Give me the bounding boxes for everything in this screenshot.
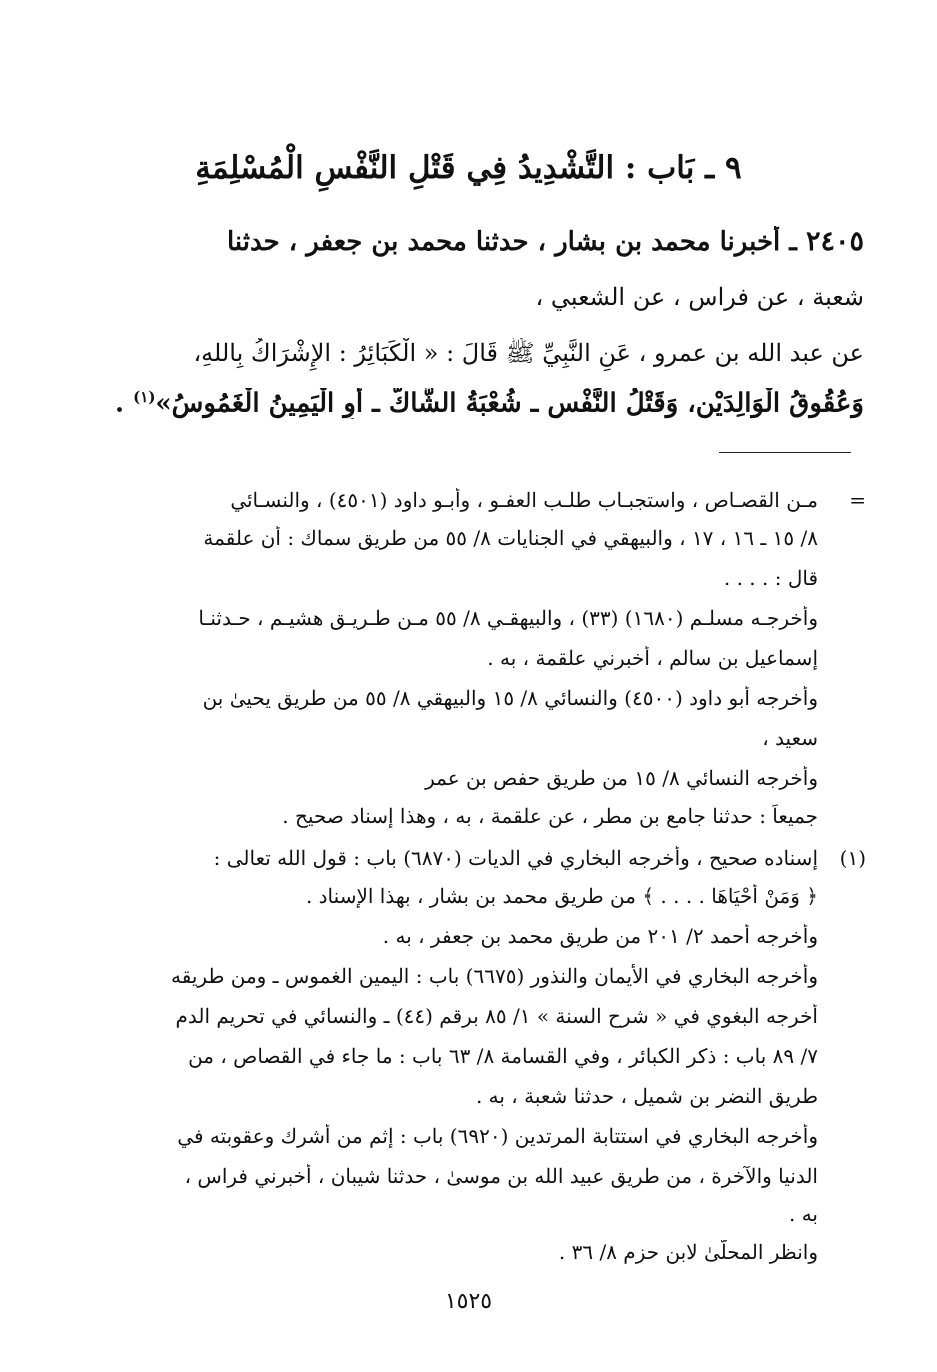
footnote-line: وأخرجـه مسلـم (١٦٨٠) (٣٣) ، والبيهقـي ٨/ ٥٥ مـن طـريـق هشيـم ، حـدثنـا <box>198 606 818 630</box>
hadith-line-1 <box>96 226 864 257</box>
hadith-line-2: شعبة ، عن فراس ، عن الشعبي ، <box>535 283 864 311</box>
footnote-divider <box>719 452 851 453</box>
footnote-line: إسناده صحيح ، وأخرجه البخاري في الديات (٦٨٧٠) باب : قول الله تعالى : <box>213 846 818 870</box>
footnote-line: إسماعيل بن سالم ، أخبرني علقمة ، به . <box>487 646 818 670</box>
footnote-line: الدنيا والآخرة ، من طريق عبيد الله بن موسىٰ ، حدثنا شيبان ، أخبرني فراس ، <box>184 1164 818 1188</box>
continuation-marker: = <box>849 488 866 512</box>
footnote-line: ٧/ ٨٩ باب : ذكر الكبائر ، وفي القسامة ٨/ ٦٣ باب : ما جاء في القصاص ، من <box>188 1044 818 1068</box>
hadith-text-3: عن عبد الله بن عمرو ، عَنِ النَّبِيِّ ﷺ قَالَ : « الْكَبَائِرُ : الإِشْرَاكُ بِاللهِ، <box>193 339 864 367</box>
footnote-line: طريق النضر بن شميل ، حدثنا شعبة ، به . <box>475 1084 818 1108</box>
footnote-ref-1: (١) <box>133 388 156 406</box>
footnote-line: به . <box>788 1202 818 1226</box>
footnote-line: وأخرجه النسائي ٨/ ١٥ من طريق حفص بن عمر <box>425 766 818 790</box>
footnote-line: قال : . . . . <box>723 566 818 590</box>
footnote-line: ٨/ ١٥ ـ ١٦ ، ١٧ ، والبيهقي في الجنايات ٨/ ٥٥ من طريق سماك : أن علقمة <box>203 526 818 550</box>
footnote-line: أخرجه البغوي في « شرح السنة » ١/ ٨٥ برقم (٤٤) ـ والنسائي في تحريم الدم <box>175 1004 818 1028</box>
footnote-line: مـن القصـاص ، واستجبـاب طلـب العفـو ، وأبـو داود (٤٥٠١) ، والنسـائي <box>230 488 818 512</box>
hadith-line-4 <box>96 388 864 419</box>
footnote-line: وانظر المحلّىٰ لابن حزم ٨/ ٣٦ . <box>558 1240 818 1264</box>
footnote-line: وأخرجه أبو داود (٤٥٠٠) والنسائي ٨/ ١٥ والبيهقي ٨/ ٥٥ من طريق يحيىٰ بن <box>202 686 818 710</box>
footnote-1-marker: (١) <box>839 846 866 870</box>
hadith-text-4-end: . <box>115 388 134 419</box>
footnote-line: وأخرجه البخاري في استتابة المرتدين (٦٩٢٠) باب : إثم من أشرك وعقوبته في <box>177 1124 818 1148</box>
hadith-number: ٢٤٠٥ <box>805 226 864 257</box>
hadith-text-1: ـ أخبرنا محمد بن بشار ، حدثنا محمد بن جعفر ، حدثنا <box>227 227 797 257</box>
hadith-text-4: وَعُقُوقُ الْوَالِدَيْنِ، وَقَتْلُ النَّفْسِ ـ شُعْبَةُ الشَّاكُّ ـ أَوِ الْيَمِينُ الْغَمُوسُ» <box>155 388 864 419</box>
footnote-line: ﴿ وَمَنْ أَحْيَاهَا . . . . ﴾ من طريق محمد بن بشار ، بهذا الإسناد . <box>305 884 818 908</box>
footnote-line: جميعاً : حدثنا جامع بن مطر ، عن علقمة ، به ، وهذا إسناد صحيح . <box>282 804 818 828</box>
chapter-title: ٩ ـ بَاب : التَّشْدِيدُ فِي قَتْلِ النَّفْسِ الْمُسْلِمَةِ <box>195 150 742 186</box>
page-number: ١٥٢٥ <box>444 1289 493 1314</box>
footnote-line: وأخرجه البخاري في الأيمان والنذور (٦٦٧٥) باب : اليمين الغموس ـ ومن طريقه <box>171 964 818 988</box>
footnote-line: وأخرجه أحمد ٢/ ٢٠١ من طريق محمد بن جعفر ، به . <box>382 924 818 948</box>
hadith-line-3 <box>96 338 864 373</box>
footnote-line: سعيد ، <box>762 726 818 750</box>
